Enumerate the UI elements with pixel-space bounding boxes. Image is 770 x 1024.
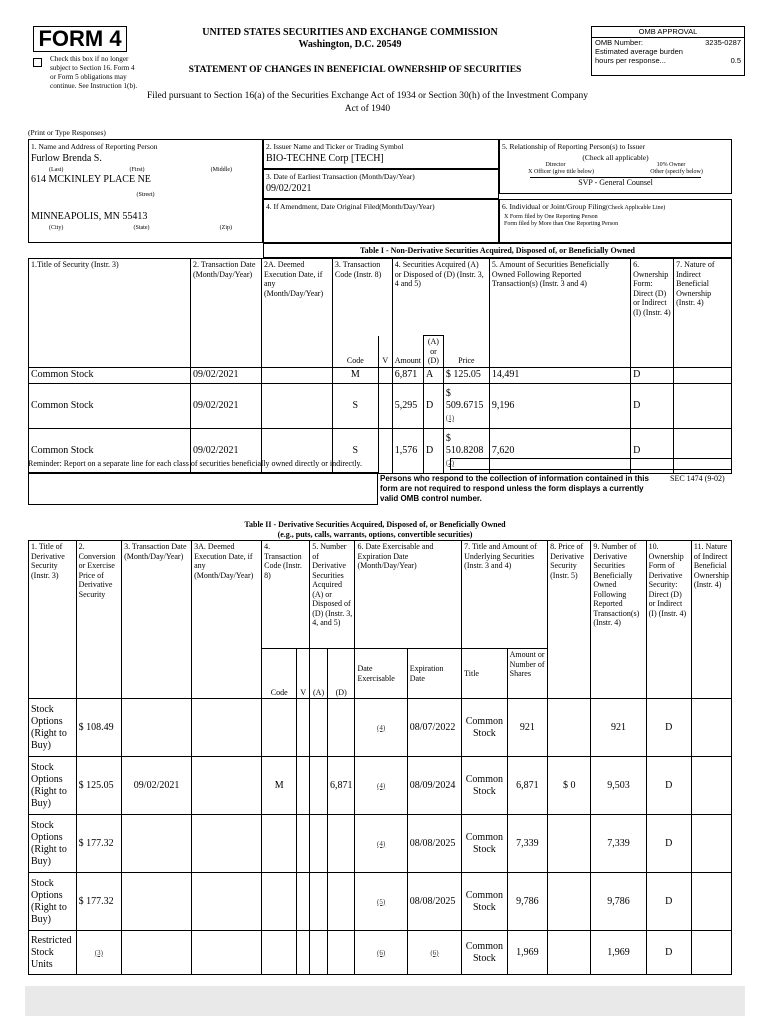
reporting-person-label: 1. Name and Address of Reporting Person	[31, 142, 158, 151]
t1-r2-price: $ 510.8208	[445, 432, 484, 456]
derivative-table	[28, 540, 732, 975]
table1-title: Table I - Non-Derivative Securities Acquired, Disposed of, or Beneficially Owned	[360, 246, 635, 255]
t2-r2-nature	[691, 815, 731, 873]
sec-code: SEC 1474 (9-02)	[670, 474, 725, 483]
t2-r3-deemed	[192, 873, 262, 931]
t2-sub-code: Code	[262, 649, 297, 699]
director-option[interactable]: Director	[545, 162, 566, 168]
t1-r1-date: 09/02/2021	[191, 383, 262, 428]
print-note: (Print or Type Responses)	[28, 128, 106, 137]
form-4-title: FORM 4	[33, 26, 127, 52]
t1-r2-date: 09/02/2021	[191, 428, 262, 473]
omb-hours-label: hours per response...	[595, 56, 666, 65]
reporting-person-name[interactable]: Furlow Brenda S.	[31, 153, 102, 164]
officer-mark: X	[528, 169, 533, 175]
omb-burden-label: Estimated average burden	[595, 47, 683, 56]
t1-r0-nature	[674, 367, 732, 383]
t2-r1-price: $ 125.05	[76, 757, 121, 815]
t2-header-owned: 9. Number of Derivative Securities Beneficially Owned Following Reported Transaction(s) (Instr. 4)	[591, 541, 646, 699]
t2-r0-code	[262, 699, 297, 757]
street-label: (Street)	[136, 192, 155, 198]
more-person-option[interactable]: Form filed by More than One Reporting Person	[504, 221, 619, 227]
zip-label: (Zip)	[219, 225, 232, 231]
reminder-text: Reminder: Report on a separate line for each class of securities beneficially owned directly or indirectly.	[28, 459, 363, 468]
t1-r2-owned: 7,620	[489, 428, 630, 473]
t1-r1-price: $ 509.6715	[445, 387, 484, 411]
amendment-box	[263, 199, 499, 243]
t2-r2-dprice	[548, 815, 591, 873]
t2-r4-form: D	[646, 931, 691, 975]
t1-r1-aord: D	[423, 383, 443, 428]
last-label: (Last)	[49, 167, 64, 173]
t2-r0-nature	[691, 699, 731, 757]
t2-r0-title: Stock Options (Right to Buy)	[29, 699, 77, 757]
t2-r2-expiration: 08/08/2025	[407, 815, 461, 873]
t2-r4-code	[262, 931, 297, 975]
t2-r1-a	[310, 757, 328, 815]
t2-r1-title: Stock Options (Right to Buy)	[29, 757, 77, 815]
earliest-date-box	[263, 169, 499, 199]
t2-sub-date-exercisable: Date Exercisable	[355, 649, 407, 699]
agency-heading	[185, 27, 515, 51]
reporting-person-box	[28, 139, 263, 243]
t2-r1-owned: 9,503	[591, 757, 646, 815]
t2-r1-underlying-amount: 6,871	[507, 757, 547, 815]
t2-r2-a	[310, 815, 328, 873]
t2-r1-exercisable[interactable]: (4)	[377, 781, 386, 790]
t2-r4-v	[297, 931, 310, 975]
t1-r1-owned: 9,196	[489, 383, 630, 428]
t2-r2-form: D	[646, 815, 691, 873]
t2-r2-title: Stock Options (Right to Buy)	[29, 815, 77, 873]
t2-r0-underlying-title: Common Stock	[462, 699, 507, 757]
non-derivative-table	[28, 258, 732, 474]
state-label: (State)	[133, 225, 150, 231]
form-page	[25, 18, 745, 1016]
t1-r0-deemed	[261, 367, 332, 383]
t2-r2-owned: 7,339	[591, 815, 646, 873]
t1-header-form: 6. Ownership Form: Direct (D) or Indirect (I) (Instr. 4)	[631, 259, 674, 368]
issuer-value[interactable]: BIO-TECHNE Corp [TECH]	[266, 153, 384, 164]
t2-r4-deemed	[192, 931, 262, 975]
middle-label: (Middle)	[210, 167, 232, 173]
t2-r4-nature	[691, 931, 731, 975]
table-row	[29, 699, 732, 757]
t1-header-acquired: 4. Securities Acquired (A) or Disposed of (D) (Instr. 3, 4 and 5)	[392, 259, 489, 336]
filing-type-label: 6. Individual or Joint/Group Filing	[502, 202, 606, 211]
one-person-option[interactable]: X Form filed by One Reporting Person	[504, 214, 598, 220]
t2-r3-expiration: 08/08/2025	[407, 873, 461, 931]
t2-r4-dprice	[548, 931, 591, 975]
t1-r2-footnote[interactable]: (2)	[445, 458, 455, 467]
t2-r3-form: D	[646, 873, 691, 931]
t2-header-dprice: 8. Price of Derivative Security (Instr. 5)	[548, 541, 591, 699]
t1-header-nature: 7. Nature of Indirect Beneficial Ownership (Instr. 4)	[674, 259, 732, 368]
t2-sub-v: V	[297, 649, 310, 699]
t2-sub-amount: Amount or Number of Shares	[507, 649, 547, 699]
t1-header-deemed: 2A. Deemed Execution Date, if any (Month/Day/Year)	[261, 259, 332, 368]
t1-sub-amount: Amount	[392, 336, 423, 368]
earliest-date-value[interactable]: 09/02/2021	[266, 183, 312, 194]
t1-sub-aord: (A) or (D)	[423, 336, 443, 368]
reminder-bar	[450, 458, 732, 470]
t2-r4-owned: 1,969	[591, 931, 646, 975]
t2-r0-date	[122, 699, 192, 757]
t1-r1-amount: 5,295	[392, 383, 423, 428]
t1-r1-footnote[interactable]: (1)	[445, 413, 455, 422]
t1-r0-owned: 14,491	[489, 367, 630, 383]
t1-r0-v	[378, 367, 392, 383]
t1-sub-code: Code	[332, 336, 378, 368]
officer-option[interactable]	[528, 169, 594, 176]
t2-r0-v	[297, 699, 310, 757]
table-row	[29, 873, 732, 931]
t2-r0-exercisable[interactable]: (4)	[377, 723, 386, 732]
relationship-label: 5. Relationship of Reporting Person(s) to Issuer	[502, 142, 646, 151]
t2-r1-nature	[691, 757, 731, 815]
table2-heading	[175, 520, 575, 540]
t2-r3-underlying-title: Common Stock	[462, 873, 507, 931]
t2-r1-v	[297, 757, 310, 815]
t1-r2-code: S	[332, 428, 378, 473]
t1-r1-v	[378, 383, 392, 428]
t2-r2-price: $ 177.32	[76, 815, 121, 873]
t2-r0-underlying-amount: 921	[507, 699, 547, 757]
city-state-zip[interactable]: MINNEAPOLIS, MN 55413	[31, 211, 148, 222]
t2-r0-a	[310, 699, 328, 757]
issuer-label: 2. Issuer Name and Ticker or Trading Symbol	[266, 142, 404, 151]
table-row	[29, 383, 732, 428]
t2-r4-title: Restricted Stock Units	[29, 931, 77, 975]
t2-header-exercisable: 6. Date Exercisable and Expiration Date (Month/Day/Year)	[355, 541, 462, 649]
amendment-label: 4. If Amendment, Date Original Filed(Month/Day/Year)	[266, 202, 435, 211]
table-row	[29, 815, 732, 873]
t2-r0-deemed	[192, 699, 262, 757]
t2-r4-underlying-title: Common Stock	[462, 931, 507, 975]
table-row	[29, 931, 732, 975]
t2-r4-price[interactable]: (3)	[94, 948, 103, 957]
omb-number-value: 3235-0287	[705, 38, 741, 47]
omb-number-label: OMB Number:	[595, 38, 643, 47]
t1-r0-form: D	[631, 367, 674, 383]
street-address[interactable]: 614 MCKINLEY PLACE NE	[31, 174, 151, 185]
t2-r2-deemed	[192, 815, 262, 873]
officer-title: SVP - General Counsel	[530, 177, 701, 187]
agency-line-2: Washington, D.C. 20549	[298, 39, 402, 50]
table-row	[29, 367, 732, 383]
t2-r1-dprice: $ 0	[548, 757, 591, 815]
omb-title: OMB APPROVAL	[592, 27, 744, 38]
t1-r2-amount: 1,576	[392, 428, 423, 473]
t1-r2-aord: D	[423, 428, 443, 473]
t2-r1-underlying-title: Common Stock	[462, 757, 507, 815]
t1-header-code: 3. Transaction Code (Instr. 8)	[332, 259, 392, 336]
t1-header-owned: 5. Amount of Securities Beneficially Owned Following Reported Transaction(s) (Instr. 3 and 4)	[489, 259, 630, 368]
t1-r0-price: $ 125.05	[443, 367, 489, 383]
t2-r1-code: M	[262, 757, 297, 815]
t1-r1-form: D	[631, 383, 674, 428]
t2-r1-d: 6,871	[327, 757, 355, 815]
other-option[interactable]: Other (specify below)	[650, 169, 703, 175]
table2-title: Table II - Derivative Securities Acquired, Disposed of, or Beneficially Owned	[244, 520, 506, 529]
t2-header-underlying: 7. Title and Amount of Underlying Securities (Instr. 3 and 4)	[462, 541, 548, 649]
t1-r1-deemed	[261, 383, 332, 428]
t2-r3-dprice	[548, 873, 591, 931]
issuer-box	[263, 139, 499, 169]
t2-r2-d	[327, 815, 355, 873]
page-bottom-band	[25, 986, 745, 1016]
t1-r0-code: M	[332, 367, 378, 383]
t2-sub-d: (D)	[327, 649, 355, 699]
t2-r0-owned: 921	[591, 699, 646, 757]
t2-header-title: 1. Title of Derivative Security (Instr. 3)	[29, 541, 77, 699]
t2-r3-nature	[691, 873, 731, 931]
t2-r3-date	[122, 873, 192, 931]
t2-r3-exercisable[interactable]: (5)	[377, 897, 386, 906]
table2-subtitle: (e.g., puts, calls, warrants, options, convertible securities)	[277, 530, 473, 539]
t1-r1-code: S	[332, 383, 378, 428]
t2-r0-dprice	[548, 699, 591, 757]
t2-r4-underlying-amount: 1,969	[507, 931, 547, 975]
t1-r2-v	[378, 428, 392, 473]
t1-sub-price: Price	[443, 336, 489, 368]
t1-r0-aord: A	[423, 367, 443, 383]
t2-r1-date: 09/02/2021	[122, 757, 192, 815]
t2-sub-title: Title	[462, 649, 507, 699]
t1-r1-price-cell	[443, 383, 489, 428]
relationship-sub: (Check all applicable)	[582, 153, 649, 162]
filing-type-sub: (Check Applicable Line)	[605, 205, 666, 211]
city-label: (City)	[49, 225, 64, 231]
t2-sub-a: (A)	[310, 649, 328, 699]
t2-header-nature: 11. Nature of Indirect Beneficial Ownership (Instr. 4)	[691, 541, 731, 699]
t2-r1-expiration: 08/09/2024	[407, 757, 461, 815]
t2-r3-d	[327, 873, 355, 931]
officer-label: Officer (give title below)	[533, 169, 594, 175]
t2-r4-expiration[interactable]: (6)	[430, 948, 439, 957]
agency-line-1: UNITED STATES SECURITIES AND EXCHANGE COMMISSION	[202, 27, 498, 38]
t1-r2-form: D	[631, 428, 674, 473]
checkbox-text: Check this box if no longer subject to Section 16. Form 4 or Form 5 obligations may continue. See Instruction 1(b).	[50, 55, 138, 90]
t2-r2-v	[297, 815, 310, 873]
t2-r0-d	[327, 699, 355, 757]
t2-r2-underlying-amount: 7,339	[507, 815, 547, 873]
t2-r3-price: $ 177.32	[76, 873, 121, 931]
omb-burden-value: 0.5	[730, 56, 741, 65]
t2-r2-underlying-title: Common Stock	[462, 815, 507, 873]
t1-sub-v: V	[378, 336, 392, 368]
t2-r2-date	[122, 815, 192, 873]
table1-title-box	[263, 243, 732, 258]
relationship-box	[499, 139, 732, 194]
t1-header-date: 2. Transaction Date (Month/Day/Year)	[191, 259, 262, 368]
filed-pursuant-text: Filed pursuant to Section 16(a) of the Securities Exchange Act of 1934 or Section 30(h) of the Investment Company Act of 1940	[146, 91, 589, 114]
t2-r0-form: D	[646, 699, 691, 757]
t1-r1-title: Common Stock	[29, 383, 191, 428]
t2-header-deemed: 3A. Deemed Execution Date, if any (Month/Day/Year)	[192, 541, 262, 699]
omb-approval-box	[591, 26, 745, 76]
t2-r1-deemed	[192, 757, 262, 815]
t1-r2-title: Common Stock	[29, 428, 191, 473]
t2-r0-price: $ 108.49	[76, 699, 121, 757]
table-row	[29, 757, 732, 815]
t2-header-date: 3. Transaction Date (Month/Day/Year)	[122, 541, 192, 699]
t2-r3-underlying-amount: 9,786	[507, 873, 547, 931]
t2-sub-expiration: Expiration Date	[407, 649, 461, 699]
t2-r2-code	[262, 815, 297, 873]
t1-header-title: 1.Title of Security (Instr. 3)	[29, 259, 191, 368]
no-longer-subject-checkbox[interactable]	[33, 58, 42, 67]
t1-r0-amount: 6,871	[392, 367, 423, 383]
t2-r1-form: D	[646, 757, 691, 815]
t2-r3-code	[262, 873, 297, 931]
filing-type-box	[499, 199, 732, 243]
t2-header-price: 2. Conversion or Exercise Price of Derivative Security	[76, 541, 121, 699]
t2-r2-exercisable[interactable]: (4)	[377, 839, 386, 848]
t2-r0-expiration: 08/07/2022	[407, 699, 461, 757]
first-label: (First)	[129, 167, 145, 173]
t2-r4-a	[310, 931, 328, 975]
t2-header-number: 5. Number of Derivative Securities Acquired (A) or Disposed of (D) (Instr. 3, 4, and 5)	[310, 541, 355, 649]
t1-r0-date: 09/02/2021	[191, 367, 262, 383]
t1-r1-nature	[674, 383, 732, 428]
ten-pct-option[interactable]: 10% Owner	[656, 162, 686, 168]
t2-r3-v	[297, 873, 310, 931]
t2-r3-title: Stock Options (Right to Buy)	[29, 873, 77, 931]
t2-r4-d	[327, 931, 355, 975]
earliest-date-label: 3. Date of Earliest Transaction (Month/Day/Year)	[266, 172, 415, 181]
t2-r4-date	[122, 931, 192, 975]
t2-header-code: 4. Transaction Code (Instr. 8)	[262, 541, 310, 649]
persons-notice: Persons who respond to the collection of information contained in this form are not required to respond unless the form displays a currently valid OMB control number.	[380, 474, 649, 503]
t2-header-form: 10. Ownership Form of Derivative Security: Direct (D) or Indirect (I) (Instr. 4)	[646, 541, 691, 699]
blank-box	[28, 472, 378, 505]
t2-r3-a	[310, 873, 328, 931]
t2-r3-owned: 9,786	[591, 873, 646, 931]
statement-title: STATEMENT OF CHANGES IN BENEFICIAL OWNERSHIP OF SECURITIES	[188, 65, 522, 75]
t1-r0-title: Common Stock	[29, 367, 191, 383]
t2-r4-exercisable[interactable]: (6)	[377, 948, 386, 957]
